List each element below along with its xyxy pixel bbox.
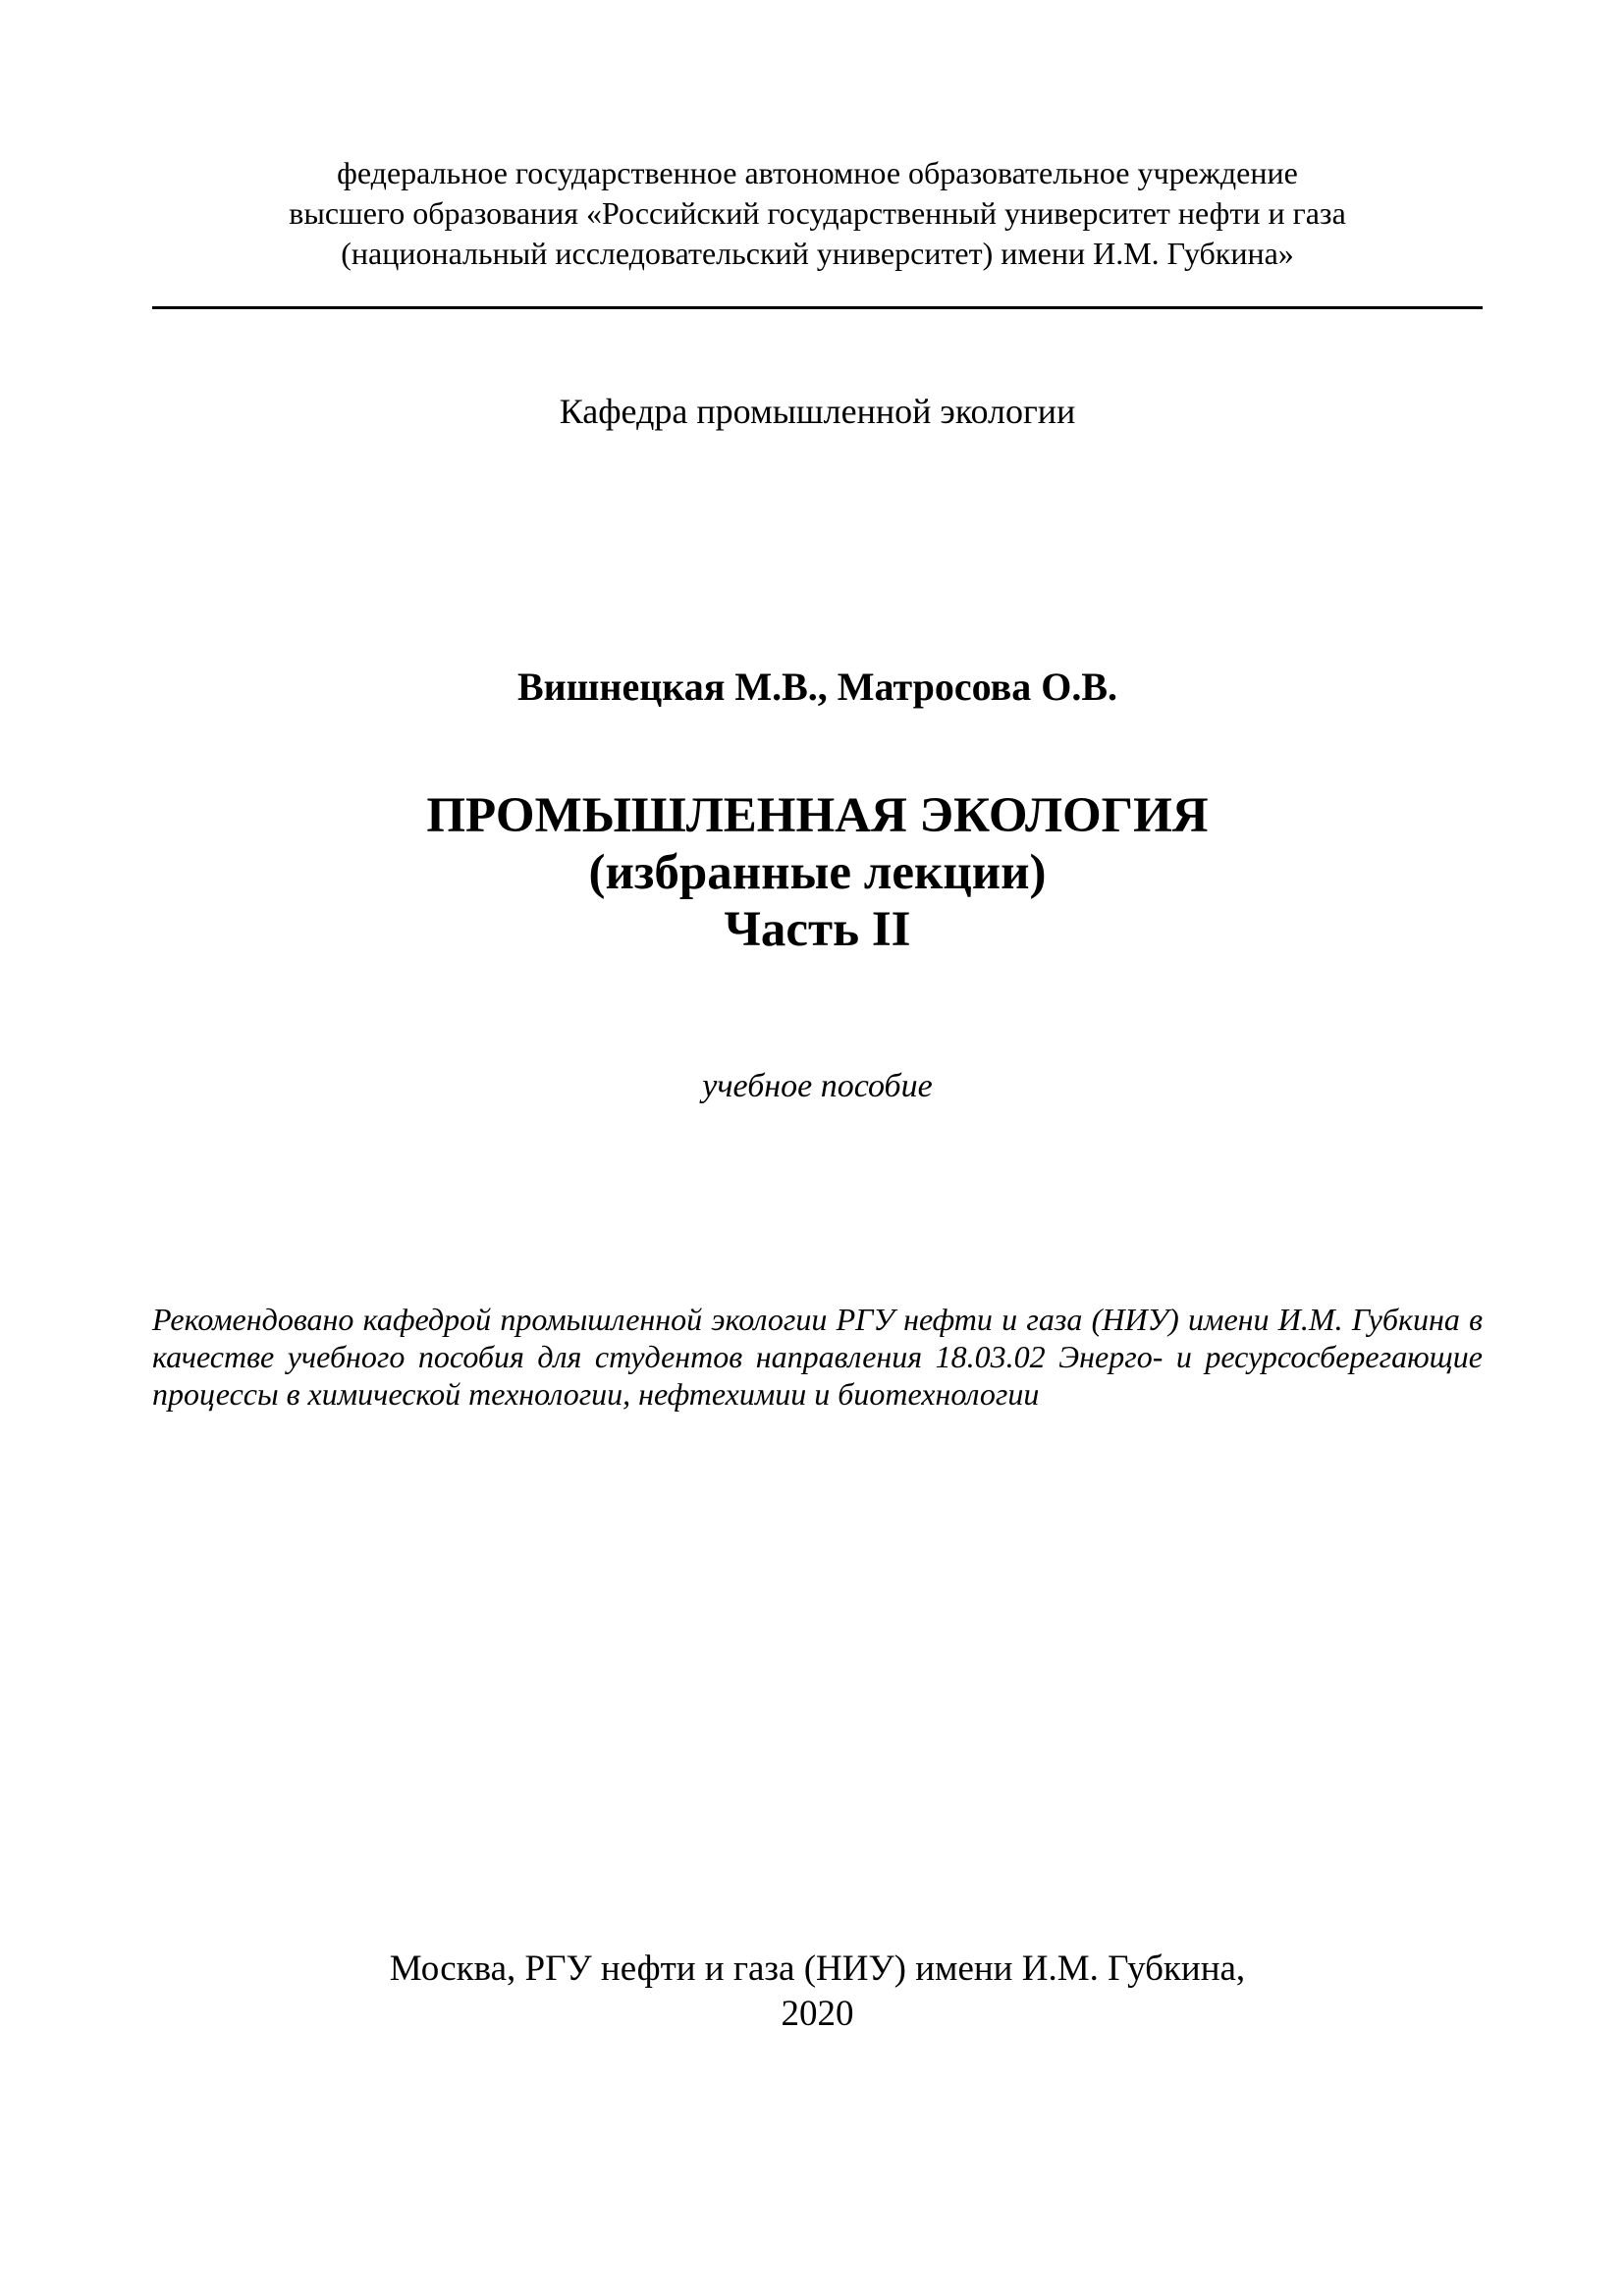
institution-line-2: высшего образования «Российский государственный университет нефти и газа: [289, 195, 1346, 231]
title-main: ПРОМЫШЛЕННАЯ ЭКОЛОГИЯ: [426, 788, 1209, 843]
title-part: Часть II: [724, 902, 911, 957]
imprint-year: 2020: [781, 1994, 854, 2034]
title-subtitle: (избранные лекции): [588, 845, 1047, 900]
authors: Вишнецкая М.В., Матросова О.В.: [516, 665, 1118, 709]
institution-line-3: (национальный исследовательский университет) имени И.М. Губкина»: [341, 236, 1294, 271]
imprint: [152, 1947, 1483, 2037]
document-type: учебное пособие: [702, 1068, 933, 1104]
institution-header: [152, 153, 1483, 274]
book-title: [152, 787, 1483, 958]
institution-line-1: федеральное государственное автономное образовательное учреждение: [337, 155, 1298, 190]
header-divider: [152, 306, 1483, 309]
recommendation-text: Рекомендовано кафедрой промышленной экологии РГУ нефти и газа (НИУ) имени И.М. Губкина в качестве учебного пособия для студентов направления 18.03.02 Энерго- и ресурсосберегающие процессы в химической технологии, нефтехимии и биотехнологии: [152, 1302, 1483, 1412]
department-name: Кафедра промышленной экологии: [559, 392, 1076, 431]
imprint-place-publisher: Москва, РГУ нефти и газа (НИУ) имени И.М. Губкина,: [389, 1949, 1246, 1989]
